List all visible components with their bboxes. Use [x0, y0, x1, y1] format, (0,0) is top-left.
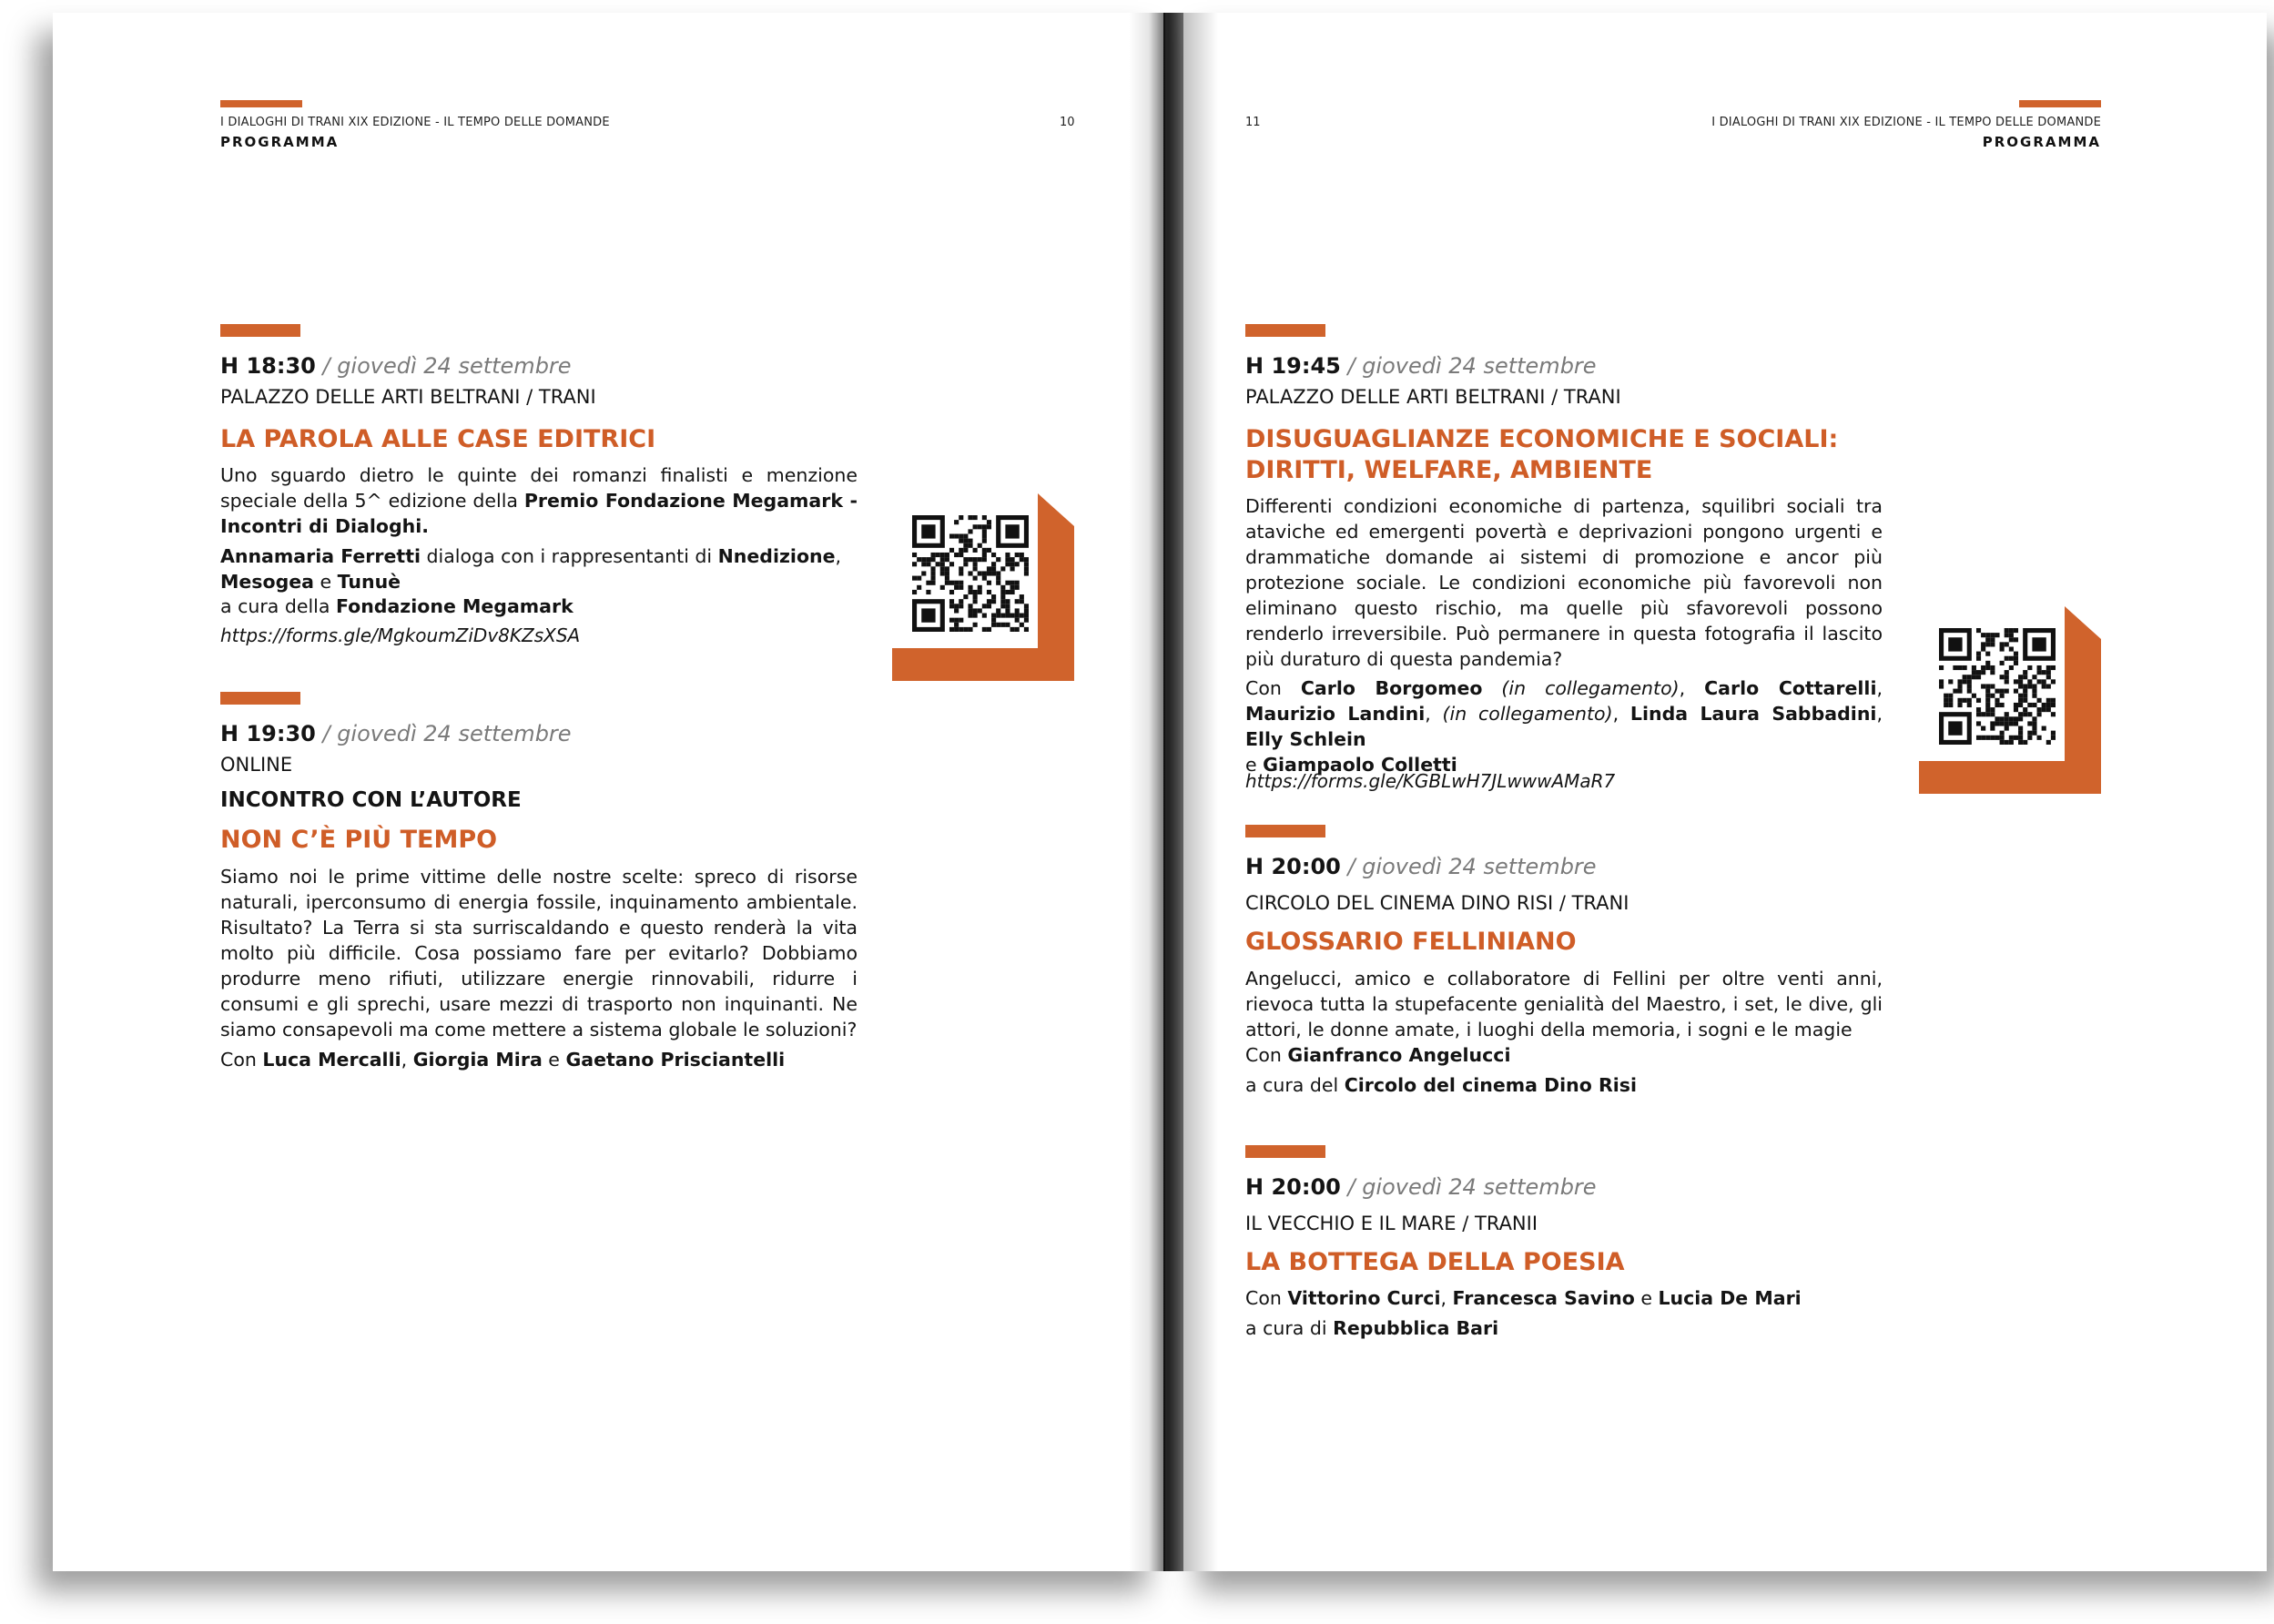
event-accent-bar [1245, 324, 1325, 337]
spine-shadow-left [1129, 13, 1165, 1571]
event-accent-bar [1245, 825, 1325, 837]
event-title: NON C’È PIÙ TEMPO [220, 826, 498, 854]
event-description: Differenti condizioni economiche di partenza, squilibri sociali tra ataviche ed emergenti povertà e deprivazioni pongono urgenti e drammatiche domande ai sistemi di promozione e ancor più protezione sociale. Le condizioni economiche più favorevoli non eliminano questo rischio, ma quelle più sfavorevoli possono renderlo irreversibile. Può permanere in questa fotografia il lascito più duraturo di questa pandemia? [1245, 495, 1883, 670]
event-accent-bar [220, 692, 300, 705]
spine-shadow-right [1163, 13, 1218, 1571]
event-title: LA PAROLA ALLE CASE EDITRICI [220, 425, 656, 453]
event-place: PALAZZO DELLE ARTI BELTRANI / TRANI [220, 386, 596, 408]
event-accent-bar [1245, 1145, 1325, 1158]
event-title: LA BOTTEGA DELLA POESIA [1245, 1248, 1625, 1276]
event-description: Uno sguardo dietro le quinte dei romanzi finalisti e menzione speciale della 5^ edizione della Premio Fondazione Megamark - Incontri di Dialoghi. [220, 464, 858, 537]
event-guests: Con Carlo Borgomeo (in collegamento), Carlo Cottarelli, Maurizio Landini, (in collegamento), Linda Laura Sabbadini, Elly Schlein e Giampaolo Colletti [1245, 677, 1883, 776]
event-time: H 19:45 / giovedì 24 settembre [1245, 353, 1597, 379]
event-description: Siamo noi le prime vittime delle nostre scelte: spreco di risorse naturali, iperconsumo di energia fossile, inquinamento ambientale. Risultato? La Terra si sta surriscaldando e questo renderà la vita molto più difficile. Cosa possiamo fare per evitarlo? Dobbiamo produrre meno rifiuti, utilizzare energie rinnovabili, ridurre i consumi e gli sprechi, usare mezzi di trasporto non inquinanti. Ne siamo consapevoli ma come mettere a sistema globale le soluzioni? [220, 866, 858, 1040]
event-description: Angelucci, amico e collaboratore di Fellini per oltre venti anni, rievoca tutta la stupefacente genialità del Maestro, i set, le dive, gli attori, le donne amate, i luoghi della memoria, i sogni e le magie [1245, 968, 1883, 1040]
event-place: IL VECCHIO E IL MARE / TRANII [1245, 1213, 1538, 1234]
qr-frame [892, 493, 1074, 681]
qr-code-icon[interactable] [1939, 628, 2056, 745]
qr-code-icon[interactable] [912, 515, 1029, 632]
header-edition: I DIALOGHI DI TRANI XIX EDIZIONE - IL TEMPO DELLE DOMANDE [1711, 116, 2101, 129]
page-number: 11 [1245, 116, 1261, 129]
event-guests: Con Vittorino Curci, Francesca Savino e Lucia De Mari [1245, 1287, 1802, 1309]
event-kicker: INCONTRO CON L’AUTORE [220, 788, 522, 812]
event-curator: a cura della Fondazione Megamark [220, 595, 574, 617]
event-title: DISUGUAGLIANZE ECONOMICHE E SOCIALI: DIRITTI, WELFARE, AMBIENTE [1245, 425, 1839, 484]
header-accent-bar [2019, 100, 2101, 107]
event-guests: Con Gianfranco Angelucci [1245, 1044, 1511, 1066]
page-number: 10 [1060, 116, 1075, 129]
header-accent-bar [220, 100, 302, 107]
event-time: H 18:30 / giovedì 24 settembre [220, 353, 572, 379]
header-section: PROGRAMMA [1982, 134, 2101, 150]
event-place: PALAZZO DELLE ARTI BELTRANI / TRANI [1245, 386, 1621, 408]
header-section: PROGRAMMA [220, 134, 340, 150]
event-place: ONLINE [220, 754, 293, 776]
right-page [1183, 13, 2267, 1571]
event-time: H 19:30 / giovedì 24 settembre [220, 721, 572, 746]
event-guests: Annamaria Ferretti dialoga con i rappresentanti di Nnedizione, Mesogea e Tunuè [220, 545, 842, 593]
event-curator: a cura di Repubblica Bari [1245, 1317, 1499, 1339]
event-time: H 20:00 / giovedì 24 settembre [1245, 1174, 1597, 1200]
event-curator: a cura del Circolo del cinema Dino Risi [1245, 1074, 1638, 1096]
event-place: CIRCOLO DEL CINEMA DINO RISI / TRANI [1245, 892, 1629, 914]
qr-frame [1919, 606, 2101, 794]
event-accent-bar [220, 324, 300, 337]
event-title: GLOSSARIO FELLINIANO [1245, 928, 1577, 956]
left-page [53, 13, 1163, 1571]
event-link[interactable]: https://forms.gle/KGBLwH7JLwwwAMaR7 [1245, 770, 1616, 792]
event-guests: Con Luca Mercalli, Giorgia Mira e Gaetano Prisciantelli [220, 1049, 786, 1071]
header-edition: I DIALOGHI DI TRANI XIX EDIZIONE - IL TEMPO DELLE DOMANDE [220, 116, 610, 129]
event-link[interactable]: https://forms.gle/MgkoumZiDv8KZsXSA [220, 624, 581, 646]
event-time: H 20:00 / giovedì 24 settembre [1245, 854, 1597, 879]
